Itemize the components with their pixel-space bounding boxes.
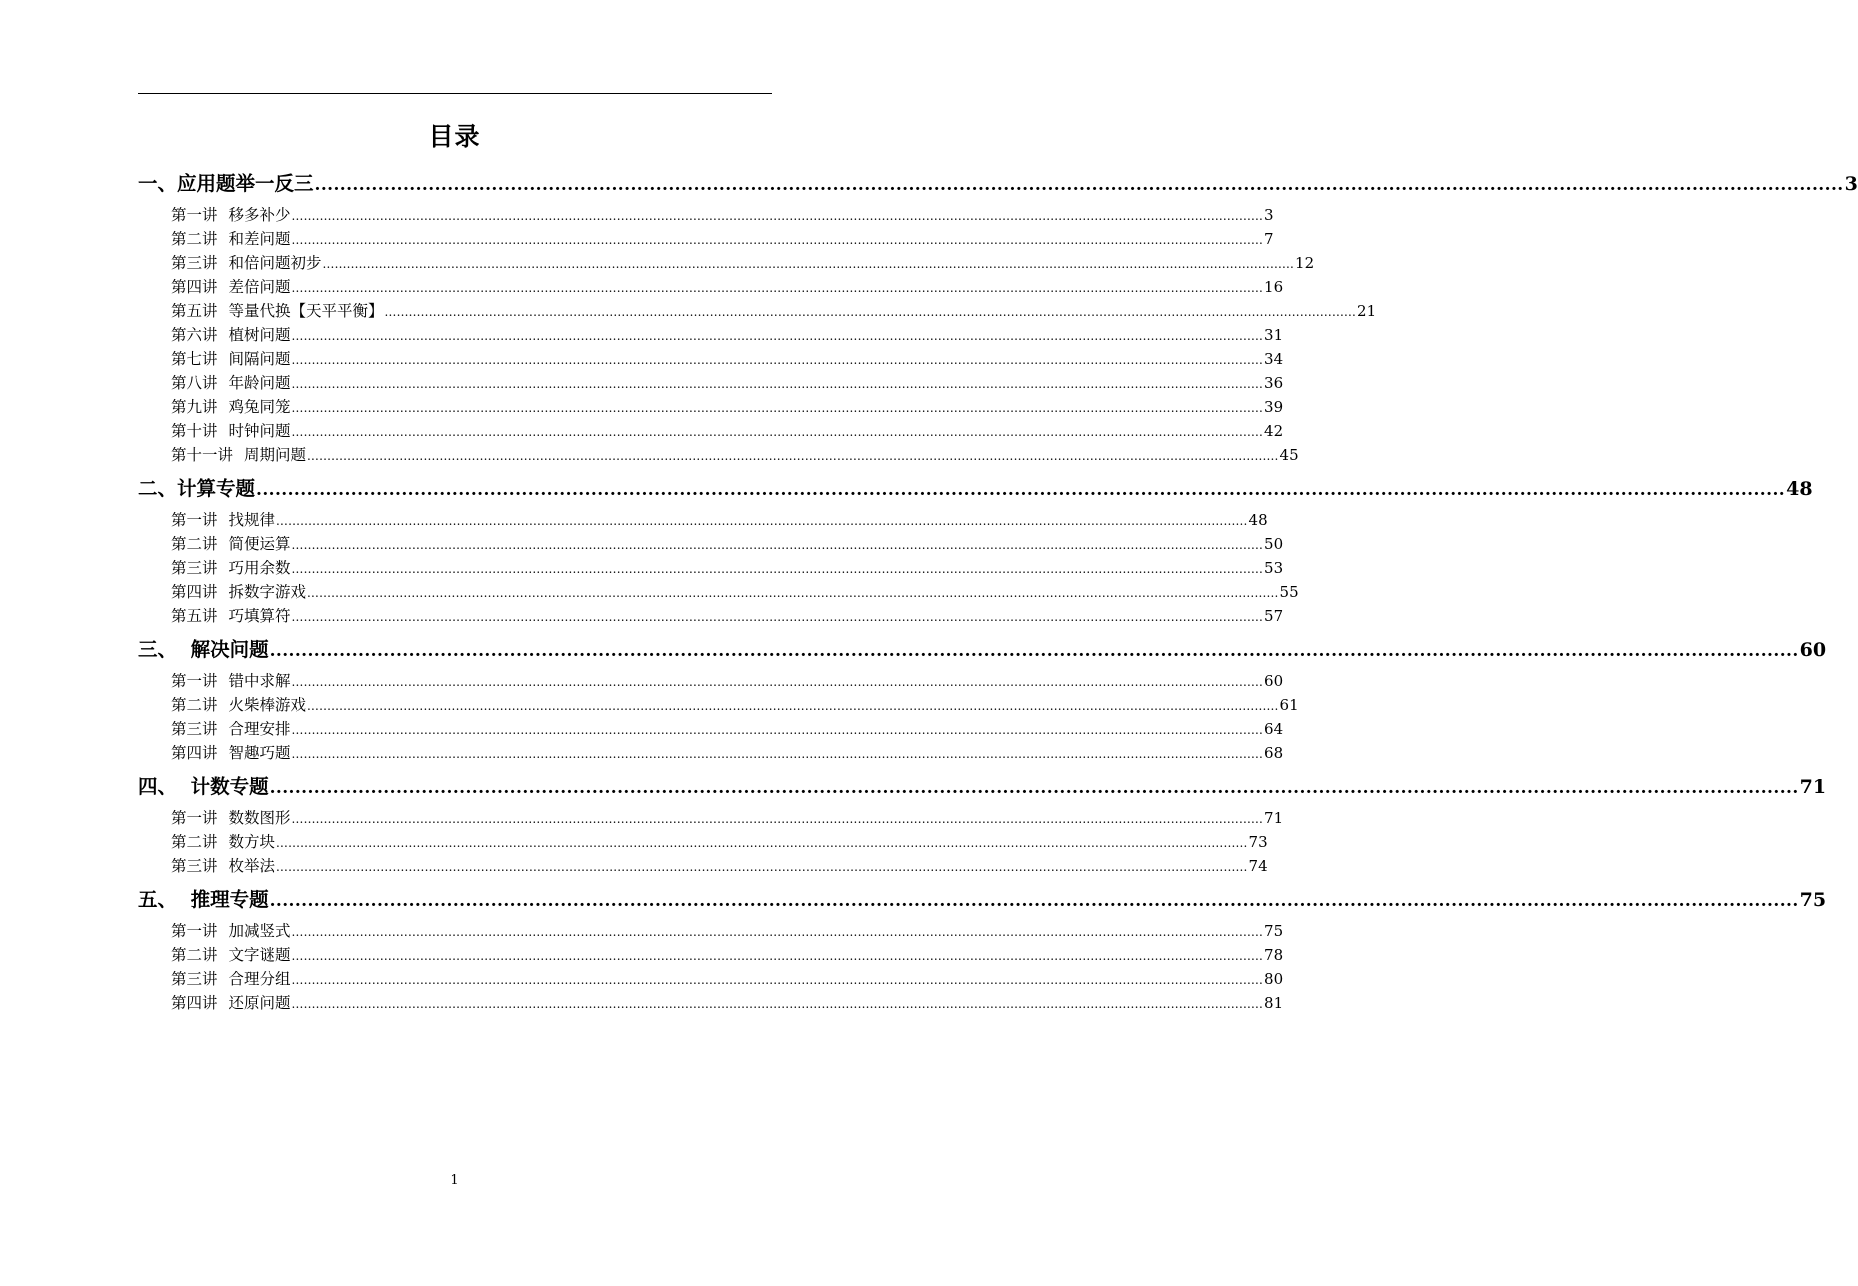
lecture-page-number: 61 bbox=[1279, 696, 1299, 714]
lecture-label bbox=[171, 203, 291, 225]
lecture-label bbox=[171, 443, 306, 465]
lecture-title: 数方块 bbox=[228, 833, 276, 851]
dot-leader: .................................................................................................................................................................................................................................................. bbox=[291, 747, 1264, 761]
lecture-title: 植树问题 bbox=[228, 326, 291, 344]
toc-lecture-entry[interactable] bbox=[138, 943, 1284, 967]
lecture-title: 等量代换【天平平衡】 bbox=[228, 302, 384, 320]
toc-lecture-entry[interactable] bbox=[138, 395, 1284, 419]
lecture-page-number: 3 bbox=[1264, 206, 1274, 224]
toc-lecture-entry[interactable] bbox=[138, 203, 1274, 227]
lecture-page-number: 68 bbox=[1264, 744, 1284, 762]
lecture-page-number: 57 bbox=[1264, 607, 1284, 625]
dot-leader: .................................................................................................................................................................................................................................................. bbox=[291, 401, 1264, 415]
lecture-number: 第二讲 bbox=[171, 833, 218, 851]
dot-leader: .................................................................................................................................................................................................................................................. bbox=[291, 281, 1264, 295]
lecture-number: 第四讲 bbox=[171, 278, 218, 296]
dot-leader: .................................................................................................................................................................................................................................................. bbox=[307, 449, 1279, 463]
lecture-page-number: 55 bbox=[1279, 583, 1299, 601]
lecture-label bbox=[171, 556, 291, 578]
lecture-label bbox=[171, 347, 291, 369]
dot-leader: .................................................................................................................................................................................................................................................. bbox=[291, 538, 1264, 552]
dot-leader: .................................................................................................................................................................................................................................................. bbox=[291, 973, 1264, 987]
lecture-page-number: 31 bbox=[1264, 326, 1284, 344]
lecture-label bbox=[171, 508, 275, 530]
toc-lecture-entry[interactable] bbox=[138, 556, 1284, 580]
lecture-label bbox=[171, 251, 322, 273]
dot-leader: .................................................................................................................................................................................................................................................. bbox=[291, 812, 1264, 826]
dot-leader: .................................................................................................................................................................................................................................................. bbox=[322, 257, 1295, 271]
lecture-title: 差倍问题 bbox=[228, 278, 291, 296]
toc-lecture-entry[interactable] bbox=[138, 299, 1377, 323]
toc-lecture-entry[interactable] bbox=[138, 580, 1299, 604]
lecture-number: 第九讲 bbox=[171, 398, 218, 416]
dot-leader: .................................................................................................................................................................................................................................................. bbox=[269, 891, 1799, 911]
toc-chapter-entry[interactable] bbox=[138, 634, 1827, 662]
toc-lecture-entry[interactable] bbox=[138, 371, 1284, 395]
lecture-title: 火柴棒游戏 bbox=[228, 696, 307, 714]
lecture-label bbox=[171, 604, 291, 626]
chapter-page-number: 60 bbox=[1799, 639, 1827, 661]
toc-lecture-entry[interactable] bbox=[138, 419, 1284, 443]
toc-chapter-entry[interactable] bbox=[138, 884, 1827, 912]
lecture-page-number: 39 bbox=[1264, 398, 1284, 416]
toc-lecture-entry[interactable] bbox=[138, 717, 1284, 741]
lecture-page-number: 71 bbox=[1264, 809, 1284, 827]
lecture-page-number: 75 bbox=[1264, 922, 1284, 940]
lecture-number: 第十讲 bbox=[171, 422, 218, 440]
lecture-title: 巧填算符 bbox=[228, 607, 291, 625]
lecture-page-number: 12 bbox=[1295, 254, 1315, 272]
lecture-page-number: 36 bbox=[1264, 374, 1284, 392]
lecture-number: 第三讲 bbox=[171, 720, 218, 738]
lecture-title: 鸡兔同笼 bbox=[228, 398, 291, 416]
lecture-label bbox=[171, 741, 291, 763]
lecture-page-number: 50 bbox=[1264, 535, 1284, 553]
dot-leader: .................................................................................................................................................................................................................................................. bbox=[291, 562, 1264, 576]
lecture-title: 时钟问题 bbox=[228, 422, 291, 440]
header-rule bbox=[138, 93, 772, 94]
toc-lecture-entry[interactable] bbox=[138, 741, 1284, 765]
lecture-page-number: 78 bbox=[1264, 946, 1284, 964]
lecture-number: 第二讲 bbox=[171, 535, 218, 553]
lecture-label bbox=[171, 371, 291, 393]
lecture-number: 第二讲 bbox=[171, 696, 218, 714]
lecture-label bbox=[171, 580, 306, 602]
lecture-number: 第五讲 bbox=[171, 607, 218, 625]
lecture-label bbox=[171, 693, 306, 715]
lecture-page-number: 74 bbox=[1248, 857, 1268, 875]
dot-leader: .................................................................................................................................................................................................................................................. bbox=[269, 641, 1799, 661]
lecture-label bbox=[171, 419, 291, 441]
dot-leader: .................................................................................................................................................................................................................................................. bbox=[291, 723, 1264, 737]
lecture-title: 间隔问题 bbox=[228, 350, 291, 368]
lecture-title: 周期问题 bbox=[244, 446, 307, 464]
chapter-title: 三、 解决问题 bbox=[138, 638, 269, 661]
lecture-page-number: 73 bbox=[1248, 833, 1268, 851]
lecture-page-number: 60 bbox=[1264, 672, 1284, 690]
dot-leader: .................................................................................................................................................................................................................................................. bbox=[291, 997, 1264, 1011]
lecture-title: 移多补少 bbox=[228, 206, 291, 224]
lecture-title: 合理分组 bbox=[228, 970, 291, 988]
lecture-number: 第八讲 bbox=[171, 374, 218, 392]
toc-lecture-entry[interactable] bbox=[138, 967, 1284, 991]
lecture-title: 和差问题 bbox=[228, 230, 291, 248]
lecture-number: 第五讲 bbox=[171, 302, 218, 320]
dot-leader: .................................................................................................................................................................................................................................................. bbox=[291, 209, 1264, 223]
dot-leader: .................................................................................................................................................................................................................................................. bbox=[307, 586, 1279, 600]
lecture-label bbox=[171, 854, 275, 876]
lecture-title: 拆数字游戏 bbox=[228, 583, 307, 601]
toc-lecture-entry[interactable] bbox=[138, 323, 1284, 347]
dot-leader: .................................................................................................................................................................................................................................................. bbox=[269, 778, 1799, 798]
lecture-label bbox=[171, 967, 291, 989]
dot-leader: .................................................................................................................................................................................................................................................. bbox=[291, 610, 1264, 624]
lecture-title: 文字谜题 bbox=[228, 946, 291, 964]
chapter-page-number: 71 bbox=[1799, 776, 1827, 798]
dot-leader: .................................................................................................................................................................................................................................................. bbox=[291, 377, 1264, 391]
lecture-title: 枚举法 bbox=[228, 857, 276, 875]
lecture-title: 加减竖式 bbox=[228, 922, 291, 940]
lecture-page-number: 81 bbox=[1264, 994, 1284, 1012]
dot-leader: .................................................................................................................................................................................................................................................. bbox=[291, 329, 1264, 343]
lecture-number: 第三讲 bbox=[171, 254, 218, 272]
lecture-label bbox=[171, 919, 291, 941]
dot-leader: .................................................................................................................................................................................................................................................. bbox=[291, 233, 1264, 247]
lecture-number: 第四讲 bbox=[171, 583, 218, 601]
toc-lecture-entry[interactable] bbox=[138, 347, 1284, 371]
toc-chapter-entry[interactable] bbox=[138, 168, 1858, 196]
lecture-number: 第二讲 bbox=[171, 946, 218, 964]
lecture-label bbox=[171, 806, 291, 828]
lecture-number: 第一讲 bbox=[171, 922, 218, 940]
lecture-page-number: 80 bbox=[1264, 970, 1284, 988]
toc-lecture-entry[interactable] bbox=[138, 508, 1268, 532]
toc-chapter-entry[interactable] bbox=[138, 771, 1827, 799]
lecture-label bbox=[171, 669, 291, 691]
lecture-title: 合理安排 bbox=[228, 720, 291, 738]
toc-chapter-entry[interactable] bbox=[138, 473, 1813, 501]
lecture-title: 找规律 bbox=[228, 511, 276, 529]
toc-lecture-entry[interactable] bbox=[138, 806, 1284, 830]
dot-leader: .................................................................................................................................................................................................................................................. bbox=[291, 949, 1264, 963]
lecture-label bbox=[171, 323, 291, 345]
footer-page-number: 1 bbox=[450, 1173, 459, 1188]
lecture-label bbox=[171, 943, 291, 965]
lecture-title: 巧用余数 bbox=[228, 559, 291, 577]
lecture-page-number: 64 bbox=[1264, 720, 1284, 738]
toc-lecture-entry[interactable] bbox=[138, 532, 1284, 556]
lecture-title: 数数图形 bbox=[228, 809, 291, 827]
lecture-number: 第三讲 bbox=[171, 970, 218, 988]
toc-lecture-entry[interactable] bbox=[138, 443, 1299, 467]
lecture-label bbox=[171, 532, 291, 554]
lecture-number: 第一讲 bbox=[171, 511, 218, 529]
dot-leader: .................................................................................................................................................................................................................................................. bbox=[276, 514, 1248, 528]
toc-lecture-entry[interactable] bbox=[138, 227, 1274, 251]
chapter-title: 二、计算专题 bbox=[138, 477, 256, 500]
toc-lecture-entry[interactable] bbox=[138, 669, 1284, 693]
dot-leader: .................................................................................................................................................................................................................................................. bbox=[291, 353, 1264, 367]
toc-lecture-entry[interactable] bbox=[138, 919, 1284, 943]
lecture-label bbox=[171, 275, 291, 297]
lecture-number: 第四讲 bbox=[171, 994, 218, 1012]
dot-leader: .................................................................................................................................................................................................................................................. bbox=[291, 925, 1264, 939]
lecture-number: 第三讲 bbox=[171, 559, 218, 577]
lecture-title: 年龄问题 bbox=[228, 374, 291, 392]
lecture-page-number: 16 bbox=[1264, 278, 1284, 296]
chapter-title: 一、应用题举一反三 bbox=[138, 172, 314, 195]
lecture-page-number: 34 bbox=[1264, 350, 1284, 368]
toc-lecture-entry[interactable] bbox=[138, 275, 1284, 299]
dot-leader: .................................................................................................................................................................................................................................................. bbox=[384, 305, 1357, 319]
toc-lecture-entry[interactable] bbox=[138, 854, 1268, 878]
lecture-page-number: 45 bbox=[1279, 446, 1299, 464]
page-title: 目录 bbox=[428, 122, 481, 151]
lecture-label bbox=[171, 830, 275, 852]
lecture-title: 简便运算 bbox=[228, 535, 291, 553]
lecture-page-number: 53 bbox=[1264, 559, 1284, 577]
toc-lecture-entry[interactable] bbox=[138, 830, 1268, 854]
lecture-title: 和倍问题初步 bbox=[228, 254, 322, 272]
dot-leader: .................................................................................................................................................................................................................................................. bbox=[307, 699, 1279, 713]
lecture-page-number: 21 bbox=[1357, 302, 1377, 320]
lecture-page-number: 7 bbox=[1264, 230, 1274, 248]
dot-leader: .................................................................................................................................................................................................................................................. bbox=[291, 675, 1264, 689]
table-of-contents bbox=[138, 168, 1858, 1015]
lecture-page-number: 42 bbox=[1264, 422, 1284, 440]
chapter-page-number: 75 bbox=[1799, 889, 1827, 911]
lecture-number: 第一讲 bbox=[171, 672, 218, 690]
lecture-title: 还原问题 bbox=[228, 994, 291, 1012]
lecture-label bbox=[171, 395, 291, 417]
lecture-number: 第一讲 bbox=[171, 206, 218, 224]
lecture-number: 第七讲 bbox=[171, 350, 218, 368]
chapter-page-number: 48 bbox=[1786, 478, 1813, 500]
lecture-title: 错中求解 bbox=[228, 672, 291, 690]
toc-lecture-entry[interactable] bbox=[138, 604, 1284, 628]
lecture-label bbox=[171, 717, 291, 739]
lecture-number: 第十一讲 bbox=[171, 446, 234, 464]
toc-lecture-entry[interactable] bbox=[138, 693, 1299, 717]
toc-lecture-entry[interactable] bbox=[138, 251, 1315, 275]
dot-leader: .................................................................................................................................................................................................................................................. bbox=[291, 425, 1264, 439]
chapter-page-number: 3 bbox=[1844, 173, 1858, 195]
toc-lecture-entry[interactable] bbox=[138, 991, 1284, 1015]
dot-leader: .................................................................................................................................................................................................................................................. bbox=[276, 860, 1248, 874]
lecture-label bbox=[171, 299, 384, 321]
lecture-page-number: 48 bbox=[1248, 511, 1268, 529]
lecture-number: 第一讲 bbox=[171, 809, 218, 827]
dot-leader: .................................................................................................................................................................................................................................................. bbox=[276, 836, 1248, 850]
lecture-number: 第三讲 bbox=[171, 857, 218, 875]
lecture-label bbox=[171, 227, 291, 249]
chapter-title: 五、 推理专题 bbox=[138, 888, 269, 911]
chapter-title: 四、 计数专题 bbox=[138, 775, 269, 798]
lecture-number: 第六讲 bbox=[171, 326, 218, 344]
lecture-label bbox=[171, 991, 291, 1013]
lecture-title: 智趣巧题 bbox=[228, 744, 291, 762]
dot-leader: .................................................................................................................................................................................................................................................. bbox=[256, 480, 1786, 500]
dot-leader: .................................................................................................................................................................................................................................................. bbox=[314, 175, 1844, 195]
lecture-number: 第二讲 bbox=[171, 230, 218, 248]
lecture-number: 第四讲 bbox=[171, 744, 218, 762]
